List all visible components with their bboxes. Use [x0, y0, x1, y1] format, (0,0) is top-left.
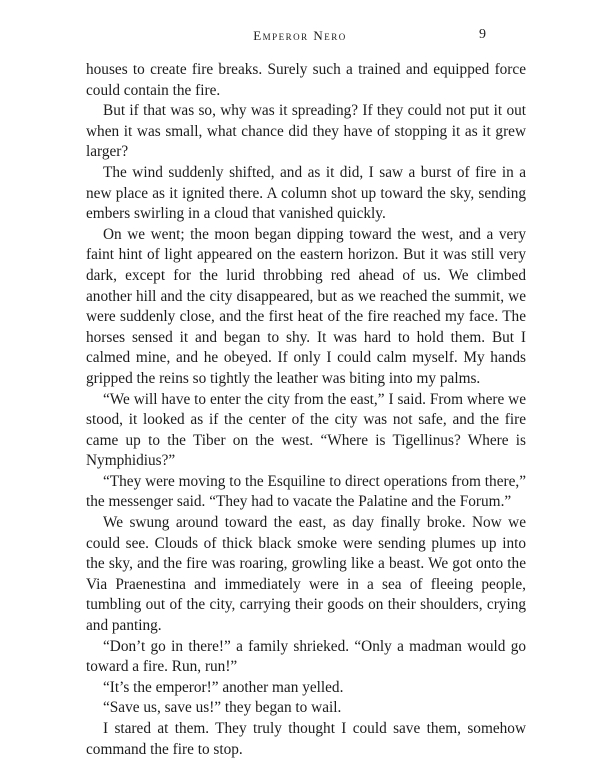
paragraph: “Save us, save us!” they began to wail. — [103, 699, 342, 717]
paragraph: We swung around toward the east, as day finally broke. Now we could see. Clouds of thick black smoke were sending plumes up into the sky, and the fire was roaring, growling like a beast. We got onto the Via Praenestina and immediately were in a sea of fleeing people, tumbling out of the city, carrying their goods on their shoulders, crying and panting. — [86, 514, 526, 635]
page-number: 9 — [479, 27, 486, 42]
paragraph: I stared at them. They truly thought I could save them, somehow command the fire to stop. — [86, 720, 526, 758]
paragraph: But if that was so, why was it spreading? If they could not put it out when it was small, what chance did they have of stopping it as it grew larger? — [86, 102, 526, 161]
page-header — [0, 28, 600, 48]
paragraph: “They were moving to the Esquiline to direct operations from there,” the messenger said. “They had to vacate the Palatine and the Forum.” — [86, 472, 526, 511]
paragraph: “We will have to enter the city from the east,” I said. From where we stood, it looked as if the center of the city was not safe, and the fire came up to the Tiber on the west. “Where is Tigellinus? Where is Nymphidius?” — [86, 390, 526, 470]
paragraph: The wind suddenly shifted, and as it did, I saw a burst of fire in a new place as it ignited there. A column shot up toward the sky, sending embers swirling in a cloud that vanished quickly. — [86, 163, 526, 223]
paragraph: On we went; the moon began dipping toward the west, and a very faint hint of light appeared on the eastern horizon. But it was still very dark, except for the lurid throbbing red ahead of us. We climbed another hill and the city disappeared, but as we reached the summit, we were suddenly close, and the first heat of the fire reached my face. The horses sensed it and began to shy. It was hard to hold them. But I calmed mine, and he obeyed. If only I could calm myself. My hands gripped the reins so tightly the leather was biting into my palms. — [86, 225, 526, 387]
running-title: Emperor Nero — [253, 28, 347, 43]
paragraph: “It’s the emperor!” another man yelled. — [103, 678, 344, 696]
body-text — [86, 60, 526, 760]
paragraph: “Don’t go in there!” a family shrieked. “Only a madman would go toward a fire. Run, run!” — [86, 637, 526, 676]
paragraph: houses to create fire breaks. Surely such a trained and equipped force could contain the fire. — [86, 61, 526, 99]
